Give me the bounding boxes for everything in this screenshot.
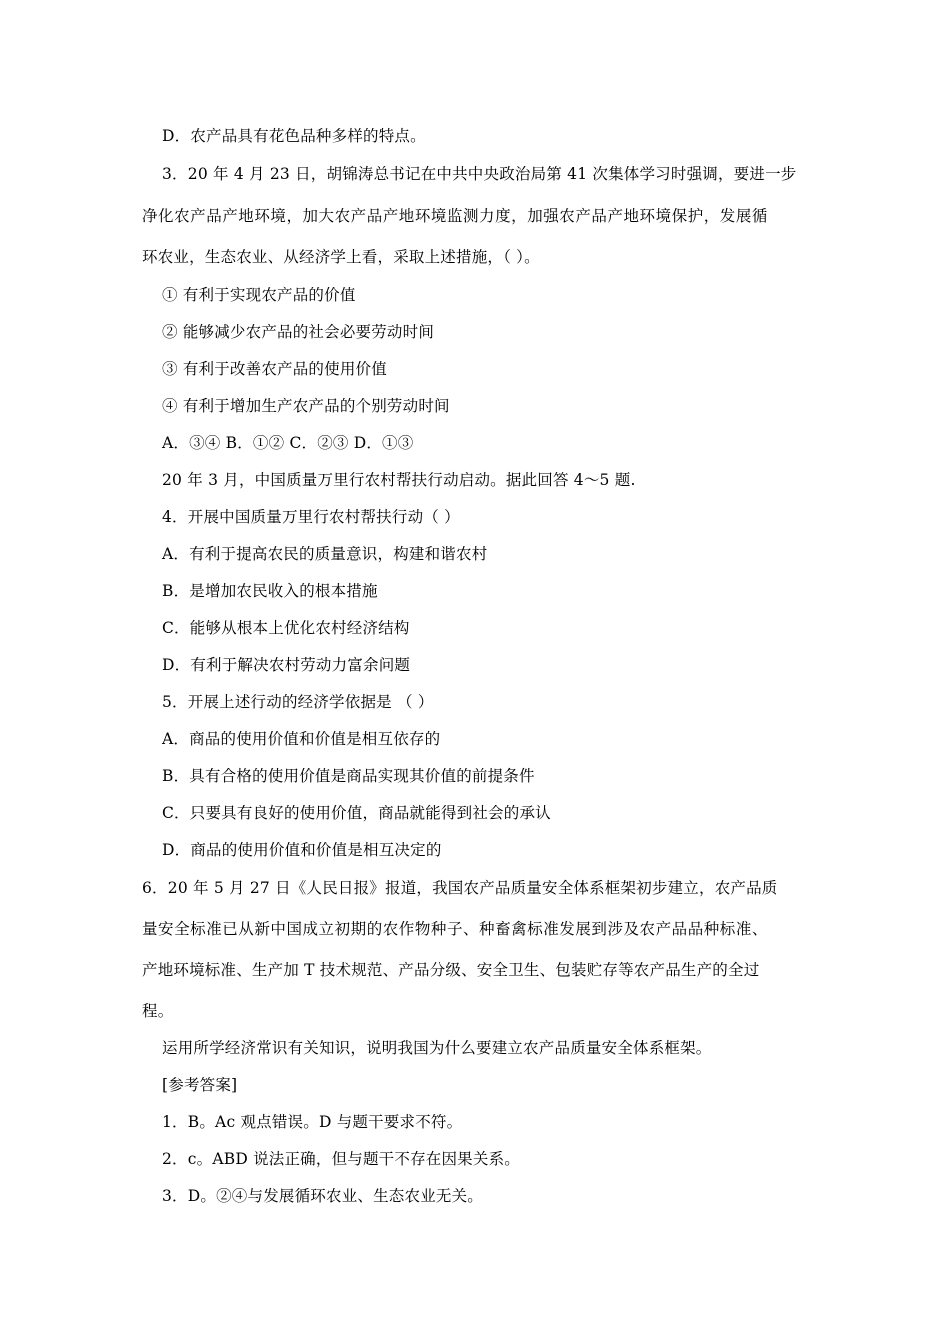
answer-3: 3．D。②④与发展循环农业、生态农业无关。 xyxy=(162,1187,483,1205)
q3-stem-line1: 3．20 年 4 月 23 日，胡锦涛总书记在中共中央政治局第 41 次集体学习时强调，要进一步 xyxy=(162,165,797,183)
q6-task: 运用所学经济常识有关知识，说明我国为什么要建立农产品质量安全体系框架。 xyxy=(162,1039,712,1057)
q5-option-a: A．商品的使用价值和价值是相互依存的 xyxy=(162,730,441,748)
answers-heading: [参考答案] xyxy=(162,1076,238,1094)
q3-item-1: ① 有利于实现农产品的价值 xyxy=(162,286,356,304)
q4-option-c: C．能够从根本上优化农村经济结构 xyxy=(162,619,410,637)
q3-stem-line2: 净化农产品产地环境，加大农产品产地环境监测力度，加强农产品产地环境保护，发展循 xyxy=(142,207,768,225)
answer-1: 1．B。Ac 观点错误。D 与题干要求不符。 xyxy=(162,1113,463,1131)
q6-stem-line4: 程。 xyxy=(142,1002,174,1020)
q4-option-b: B．是增加农民收入的根本措施 xyxy=(162,582,378,600)
answer-2: 2．c。ABD 说法正确，但与题干不存在因果关系。 xyxy=(162,1150,520,1168)
q2-option-d: D．农产品具有花色品种多样的特点。 xyxy=(162,127,426,145)
q3-options: A．③④ B．①② C．②③ D．①③ xyxy=(162,434,414,452)
q3-item-3: ③ 有利于改善农产品的使用价值 xyxy=(162,360,387,378)
q3-item-2: ② 能够减少农产品的社会必要劳动时间 xyxy=(162,323,435,341)
q3-item-4: ④ 有利于增加生产农产品的个别劳动时间 xyxy=(162,397,450,415)
q4-option-d: D．有利于解决农村劳动力富余问题 xyxy=(162,656,411,674)
q4-option-a: A．有利于提高农民的质量意识，构建和谐农村 xyxy=(162,545,488,563)
q4-stem: 4．开展中国质量万里行农村帮扶行动（ ） xyxy=(162,508,460,526)
q6-stem-line1: 6．20 年 5 月 27 日《人民日报》报道，我国农产品质量安全体系框架初步建立，农产品质 xyxy=(142,879,778,897)
intro-4-5: 20 年 3 月，中国质量万里行农村帮扶行动启动。据此回答 4～5 题. xyxy=(162,471,636,489)
q5-option-c: C．只要具有良好的使用价值，商品就能得到社会的承认 xyxy=(162,804,551,822)
q6-stem-line2: 量安全标准已从新中国成立初期的农作物种子、种畜禽标准发展到涉及农产品品种标准、 xyxy=(142,920,768,938)
q5-option-d: D．商品的使用价值和价值是相互决定的 xyxy=(162,841,442,859)
q3-stem-line3: 环农业，生态农业、从经济学上看，采取上述措施，（ ）。 xyxy=(142,248,540,266)
q5-option-b: B．具有合格的使用价值是商品实现其价值的前提条件 xyxy=(162,767,535,785)
q6-stem-line3: 产地环境标准、生产加 T 技术规范、产品分级、安全卫生、包装贮存等农产品生产的全过 xyxy=(142,961,760,979)
q5-stem: 5．开展上述行动的经济学依据是 （ ） xyxy=(162,693,434,711)
